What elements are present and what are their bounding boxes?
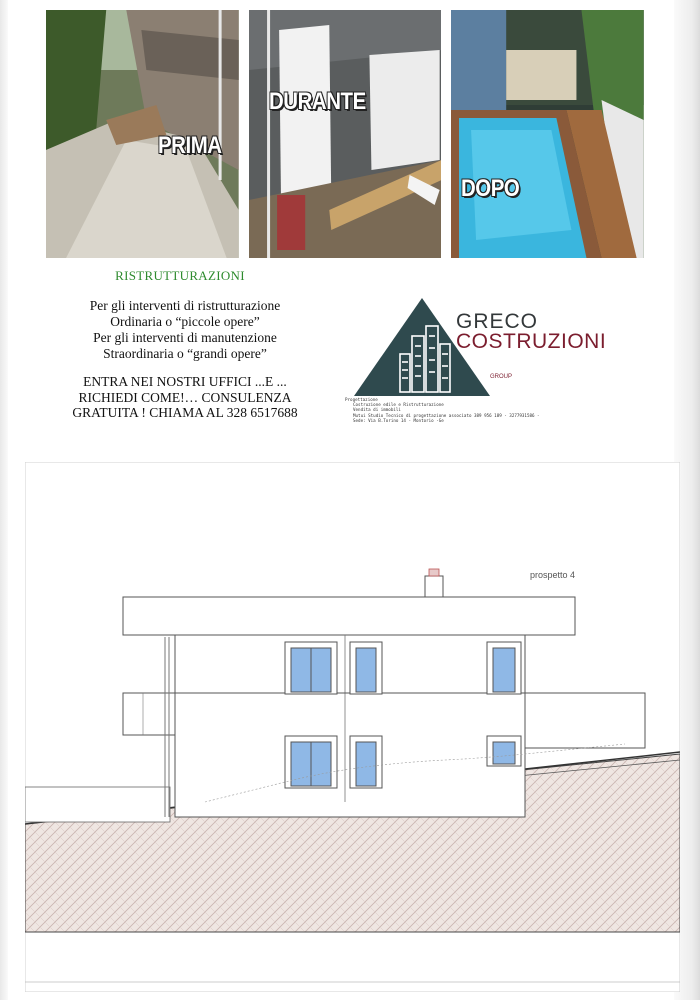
- company-info-line: Vendita di immobili: [353, 407, 401, 413]
- ad-body-line: Per gli interventi di ristrutturazione: [89, 298, 281, 313]
- photo-dopo: [451, 10, 644, 258]
- drawing-label: prospetto 4: [530, 570, 576, 580]
- ad-cta-line: ENTRA NEI NOSTRI UFFICI ...E ...: [83, 374, 287, 389]
- ad-cta-line: GRATUITA ! CHIAMA AL 328 6517688: [72, 405, 298, 420]
- company-info-line: Progettazione: [345, 397, 378, 402]
- ad-cta-line: RICHIEDI COME!… CONSULENZA: [78, 389, 292, 405]
- logo-text-group: GROUP: [490, 374, 513, 380]
- company-info-block: [345, 397, 645, 423]
- photo-label-durante: DURANTE: [268, 88, 366, 115]
- company-info-line: Costruzione edile e Ristrutturazione: [353, 402, 444, 408]
- company-info-line: Sede: Via B.Torino 14 - Montorio -Ge: [353, 417, 444, 423]
- ad-body: [60, 298, 310, 362]
- ad-body-line: Ordinaria o “piccole opere”: [110, 314, 260, 329]
- scan-edge-left: [0, 0, 8, 1000]
- company-logo: [352, 296, 642, 406]
- photo-label-dopo: DOPO: [461, 175, 520, 202]
- ad-body-line: Per gli interventi di manutenzione: [93, 330, 277, 345]
- photo-prima: [46, 10, 239, 258]
- ad-call-to-action: [55, 374, 315, 421]
- company-info-line: Mutui Studio Tecnico di progettazione associato 389 956 189 - 3277931586 -: [353, 412, 540, 418]
- photo-label-prima: PRIMA: [158, 132, 222, 159]
- photo-durante: [249, 10, 442, 258]
- logo-text-costruzioni: COSTRUZIONI: [456, 330, 607, 353]
- before-after-photo-strip: [46, 10, 644, 258]
- logo-text-greco: GRECO: [456, 310, 539, 333]
- elevation-drawing: [25, 462, 680, 992]
- ad-body-line: Straordinaria o “grandi opere”: [103, 346, 267, 361]
- ad-title: RISTRUTTURAZIONI: [115, 268, 245, 283]
